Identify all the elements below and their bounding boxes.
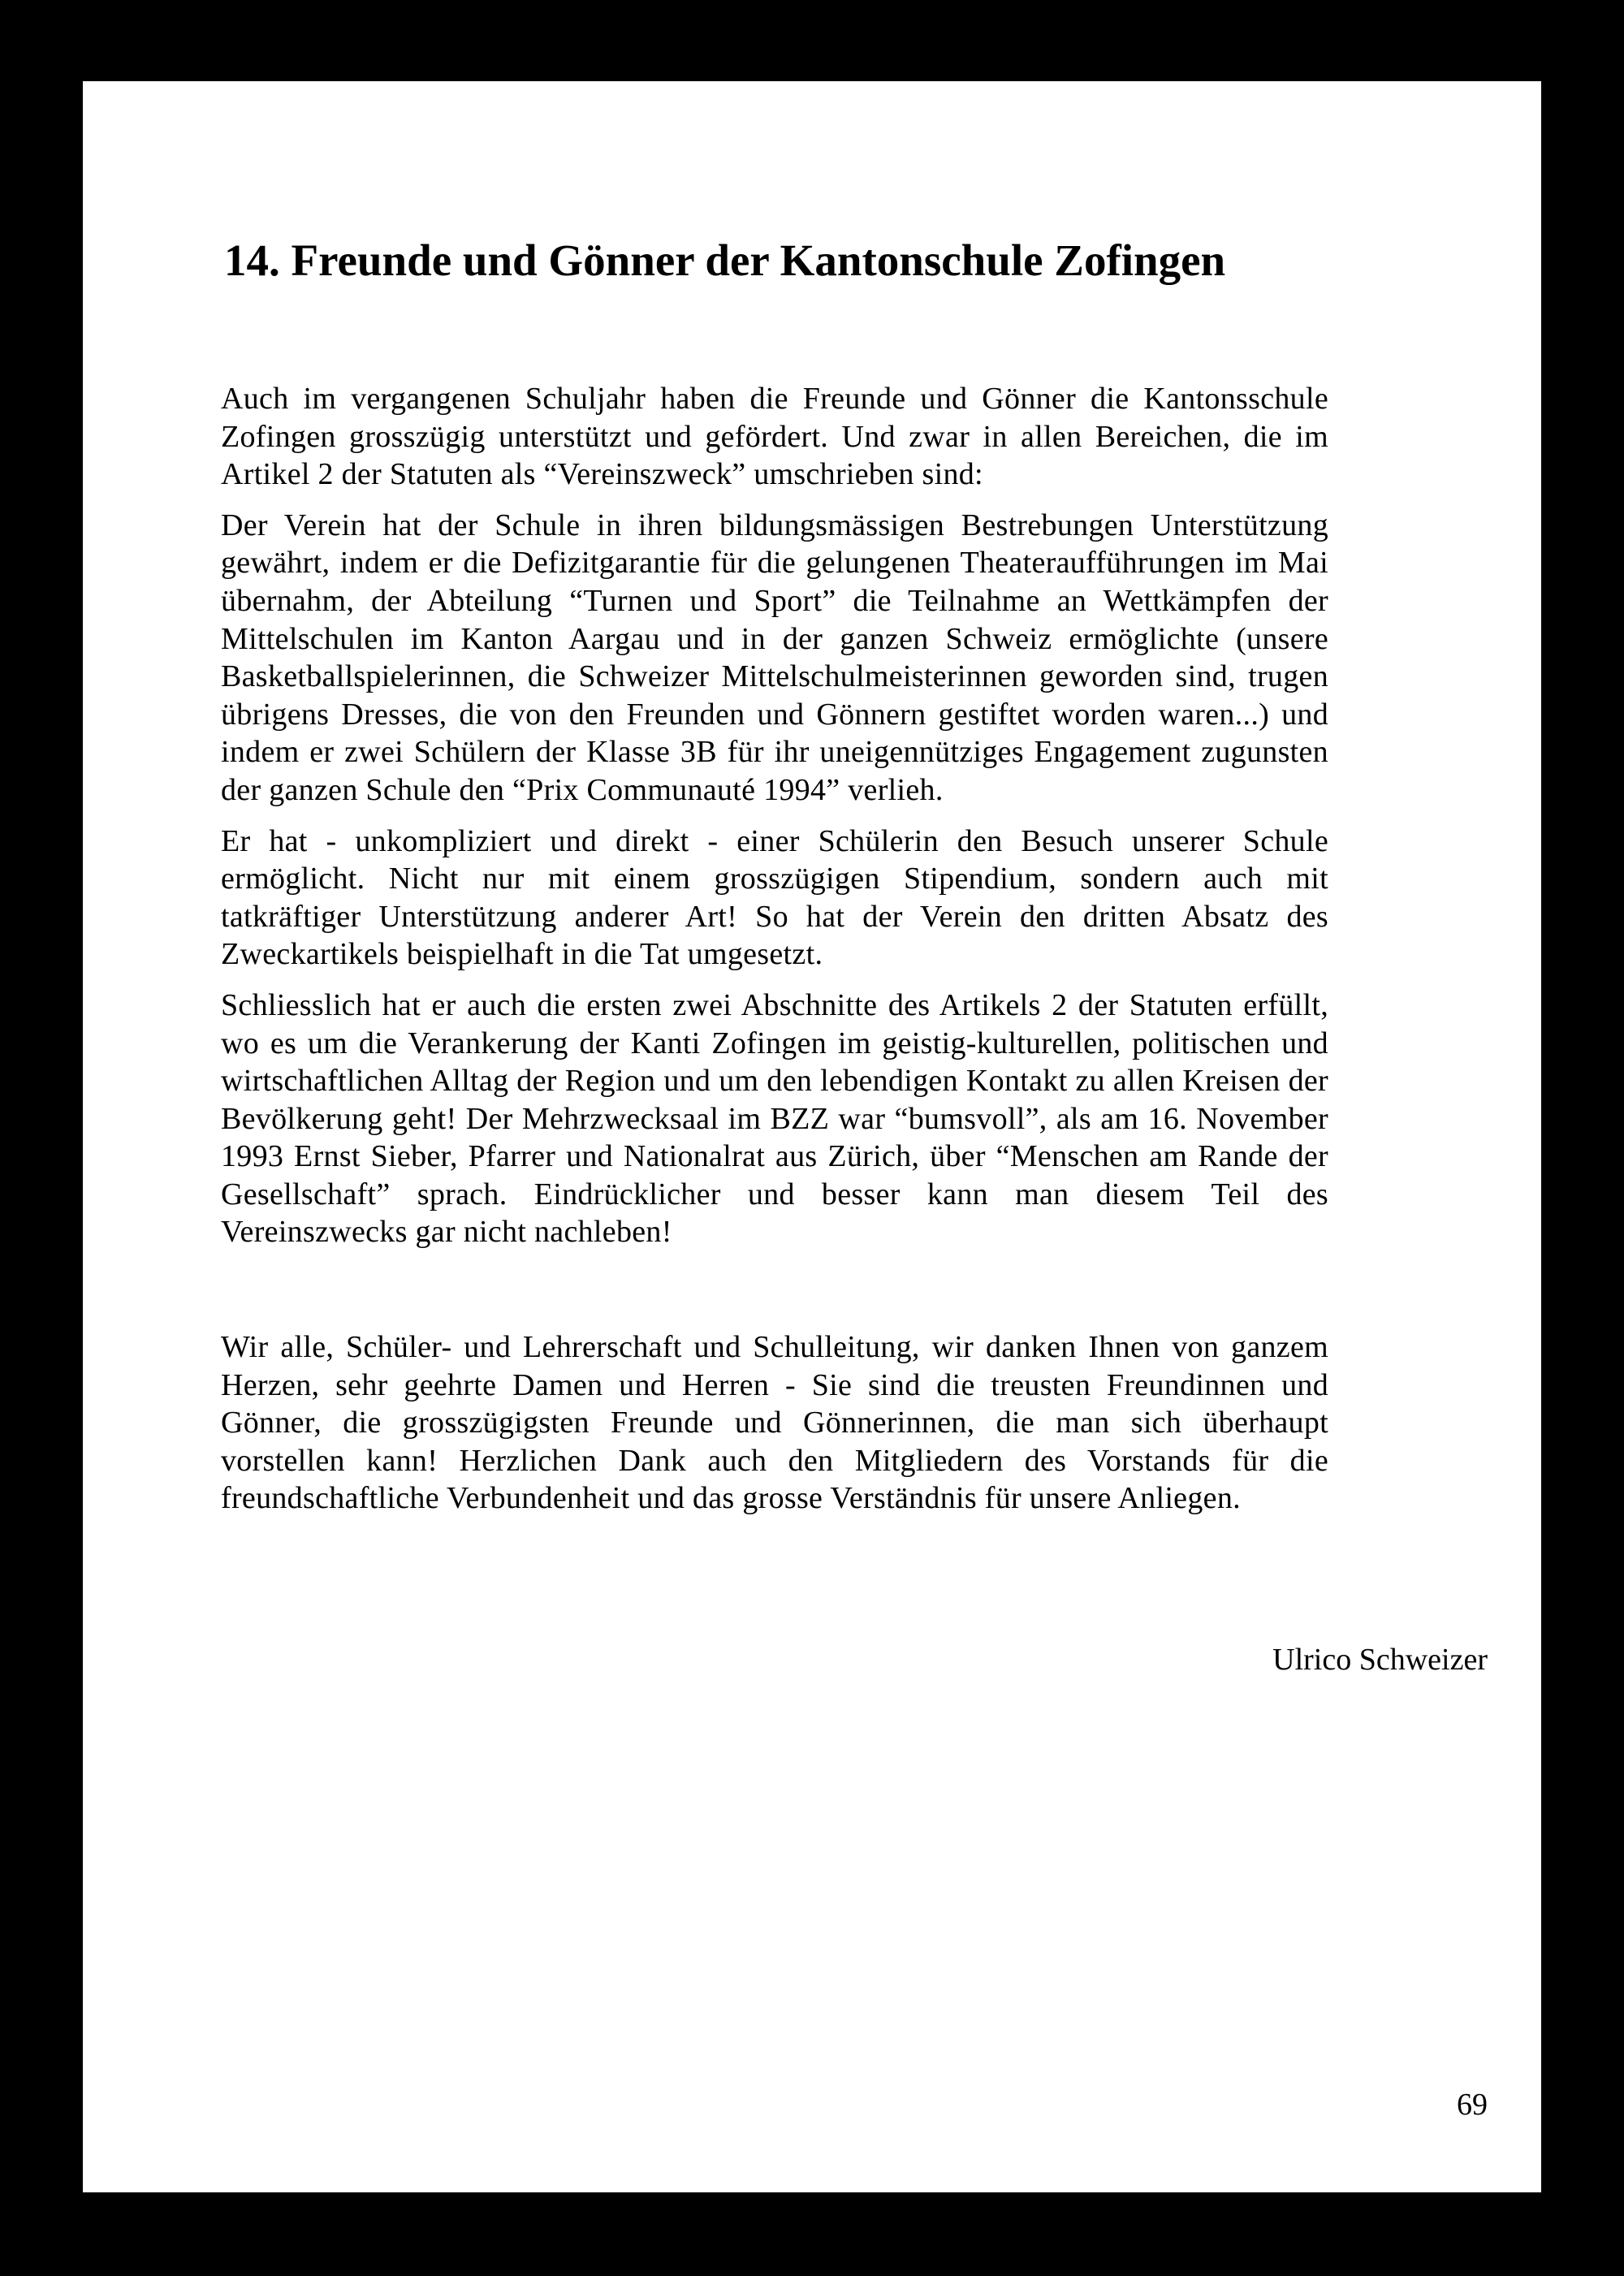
- paragraph-intro: Auch im vergangenen Schuljahr haben die Freunde und Gönner die Kantonsschule Zofingen grosszügig unterstützt und gefördert. Und zwar in allen Bereichen, die im Artikel 2 der Statuten als “Vereinszweck” umschrieben sind:: [221, 382, 1328, 492]
- page-number: 69: [1457, 2088, 1488, 2122]
- author-signature: Ulrico Schweizer: [1272, 1643, 1488, 1677]
- body-text: [221, 380, 1328, 1531]
- page-title: 14. Freunde und Gönner der Kantonschule Zofingen: [224, 235, 1226, 285]
- paragraph-support: Der Verein hat der Schule in ihren bildungsmässigen Bestrebungen Unterstützung gewährt, indem er die Defizitgarantie für die gelungenen Theateraufführungen im Mai übernahm, der Abteilung “Turnen und Sport” die Teilnahme an Wettkämpfen der Mittelschulen im Kanton Aargau und in der ganzen Schweiz ermöglichte (unsere Basketballspielerinnen, die Schweizer Mittelschulmeisterinnen geworden sind, trugen übrigens Dresses, die von den Freunden und Gönnern gestiftet worden waren...) und indem er zwei Schülern der Klasse 3B für ihr uneigennütziges Engagement zugunsten der ganzen Schule den “Prix Communauté 1994” verlieh.: [221, 507, 1328, 807]
- paragraph-statutes: Schliesslich hat er auch die ersten zwei Abschnitte des Artikels 2 der Statuten erfüllt, wo es um die Verankerung der Kanti Zofingen im geistig-kulturellen, politischen und wirtschaftlichen Alltag der Region und um den lebendigen Kontakt zu allen Kreisen der Bevölkerung geht! Der Mehrzwecksaal im BZZ war “bumsvoll”, als am 16. November 1993 Ernst Sieber, Pfarrer und Nationalrat aus Zürich, über “Menschen am Rande der Gesellschaft” sprach. Eindrücklicher und besser kann man diesem Teil des Vereinszwecks gar nicht nachleben!: [221, 987, 1328, 1250]
- paragraph-thanks: Wir alle, Schüler- und Lehrerschaft und Schulleitung, wir danken Ihnen von ganzem Herzen, sehr geehrte Damen und Herren - Sie sind die treusten Freundinnen und Gönner, die grosszügigsten Freunde und Gönnerinnen, die man sich überhaupt vorstellen kann! Herzlichen Dank auch den Mitgliedern des Vorstands für die freundschaftliche Verbundenheit und das grosse Verständnis für unsere Anliegen.: [221, 1330, 1328, 1516]
- paragraph-scholarship: Er hat - unkompliziert und direkt - einer Schülerin den Besuch unserer Schule ermöglicht. Nicht nur mit einem grosszügigen Stipendium, sondern auch mit tatkräftiger Unterstützung anderer Art! So hat der Verein den dritten Absatz des Zweckartikels beispielhaft in die Tat umgesetzt.: [221, 823, 1328, 972]
